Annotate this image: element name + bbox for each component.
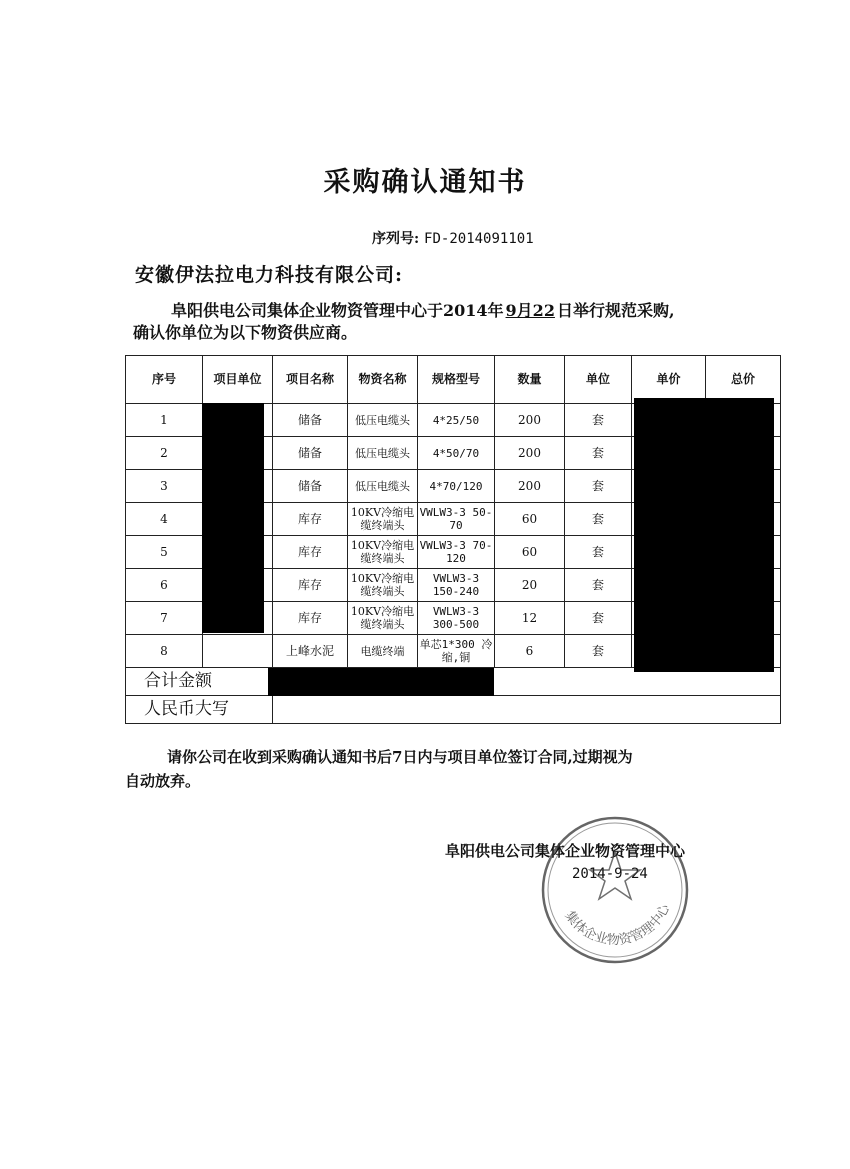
row-spec: VWLW3-3 150-240	[418, 569, 495, 602]
rmb-uppercase-value	[273, 696, 781, 724]
notice-line-1: 请你公司在收到采购确认通知书后7日内与项目单位签订合同,过期视为	[167, 748, 633, 766]
row-material: 低压电缆头	[348, 470, 418, 503]
intro-line-2: 确认你单位为以下物资供应商。	[133, 323, 358, 342]
header-cell: 项目名称	[273, 356, 348, 404]
header-cell: 项目单位	[203, 356, 273, 404]
row-no: 7	[126, 602, 203, 635]
notice-paragraph	[125, 745, 780, 793]
row-project: 储备	[273, 470, 348, 503]
official-seal	[535, 810, 695, 970]
notice-line-2: 自动放弃。	[125, 772, 201, 790]
row-spec: 单芯1*300 冷缩,铜	[418, 635, 495, 668]
row-no: 6	[126, 569, 203, 602]
row-material: 低压电缆头	[348, 437, 418, 470]
row-project: 库存	[273, 536, 348, 569]
serial-value: FD-2014091101	[424, 231, 534, 247]
redaction-project-unit	[202, 403, 264, 633]
row-project: 上峰水泥	[273, 635, 348, 668]
row-qty: 200	[495, 470, 565, 503]
row-unit-redacted	[203, 635, 273, 668]
serial-number	[372, 228, 534, 248]
row-no: 1	[126, 404, 203, 437]
row-no: 5	[126, 536, 203, 569]
row-unit: 套	[565, 536, 632, 569]
row-unit: 套	[565, 470, 632, 503]
row-project: 储备	[273, 437, 348, 470]
row-project: 库存	[273, 569, 348, 602]
row-spec: 4*70/120	[418, 470, 495, 503]
row-unit: 套	[565, 437, 632, 470]
row-project: 库存	[273, 503, 348, 536]
signature-date: 2014-9-24	[572, 866, 648, 882]
header-cell: 物资名称	[348, 356, 418, 404]
row-unit: 套	[565, 635, 632, 668]
header-cell: 总价	[706, 356, 781, 404]
serial-label: 序列号:	[372, 231, 420, 247]
intro-date: 9月22	[505, 301, 555, 320]
header-cell: 规格型号	[418, 356, 495, 404]
row-qty: 12	[495, 602, 565, 635]
row-material: 10KV冷缩电缆终端头	[348, 569, 418, 602]
seal-text: 集体企业物资管理中心	[561, 901, 674, 949]
row-spec: VWLW3-3 50-70	[418, 503, 495, 536]
row-material: 10KV冷缩电缆终端头	[348, 536, 418, 569]
row-project: 库存	[273, 602, 348, 635]
row-material: 电缆终端	[348, 635, 418, 668]
intro-part-1: 阜阳供电公司集体企业物资管理中心于2014年	[171, 301, 504, 320]
signature-org: 阜阳供电公司集体企业物资管理中心	[445, 842, 686, 860]
row-material: 10KV冷缩电缆终端头	[348, 602, 418, 635]
header-cell: 数量	[495, 356, 565, 404]
row-qty: 60	[495, 536, 565, 569]
intro-line-1	[133, 300, 783, 322]
rmb-uppercase-label: 人民币大写	[126, 696, 273, 724]
row-no: 4	[126, 503, 203, 536]
row-qty: 200	[495, 404, 565, 437]
row-spec: VWLW3-3 70-120	[418, 536, 495, 569]
row-material: 低压电缆头	[348, 404, 418, 437]
header-cell: 单价	[632, 356, 706, 404]
redaction-rmb-amount	[268, 668, 494, 696]
row-spec: 4*50/70	[418, 437, 495, 470]
document-title: 采购确认通知书	[323, 167, 527, 198]
row-no: 8	[126, 635, 203, 668]
row-no: 3	[126, 470, 203, 503]
intro-paragraph	[133, 300, 783, 344]
row-spec: 4*25/50	[418, 404, 495, 437]
row-unit: 套	[565, 404, 632, 437]
total-amount-label: 合计金额	[126, 668, 273, 696]
row-spec: VWLW3-3 300-500	[418, 602, 495, 635]
row-qty: 20	[495, 569, 565, 602]
row-unit: 套	[565, 602, 632, 635]
redaction-prices	[634, 398, 774, 672]
header-cell: 序号	[126, 356, 203, 404]
intro-part-2: 日举行规范采购,	[556, 301, 675, 320]
row-material: 10KV冷缩电缆终端头	[348, 503, 418, 536]
addressee: 安徽伊法拉电力科技有限公司:	[135, 264, 404, 286]
header-cell: 单位	[565, 356, 632, 404]
rmb-uppercase-row	[126, 696, 781, 724]
row-unit: 套	[565, 569, 632, 602]
table-header-row	[126, 356, 781, 404]
row-unit: 套	[565, 503, 632, 536]
row-no: 2	[126, 437, 203, 470]
row-project: 储备	[273, 404, 348, 437]
row-qty: 6	[495, 635, 565, 668]
row-qty: 60	[495, 503, 565, 536]
row-qty: 200	[495, 437, 565, 470]
